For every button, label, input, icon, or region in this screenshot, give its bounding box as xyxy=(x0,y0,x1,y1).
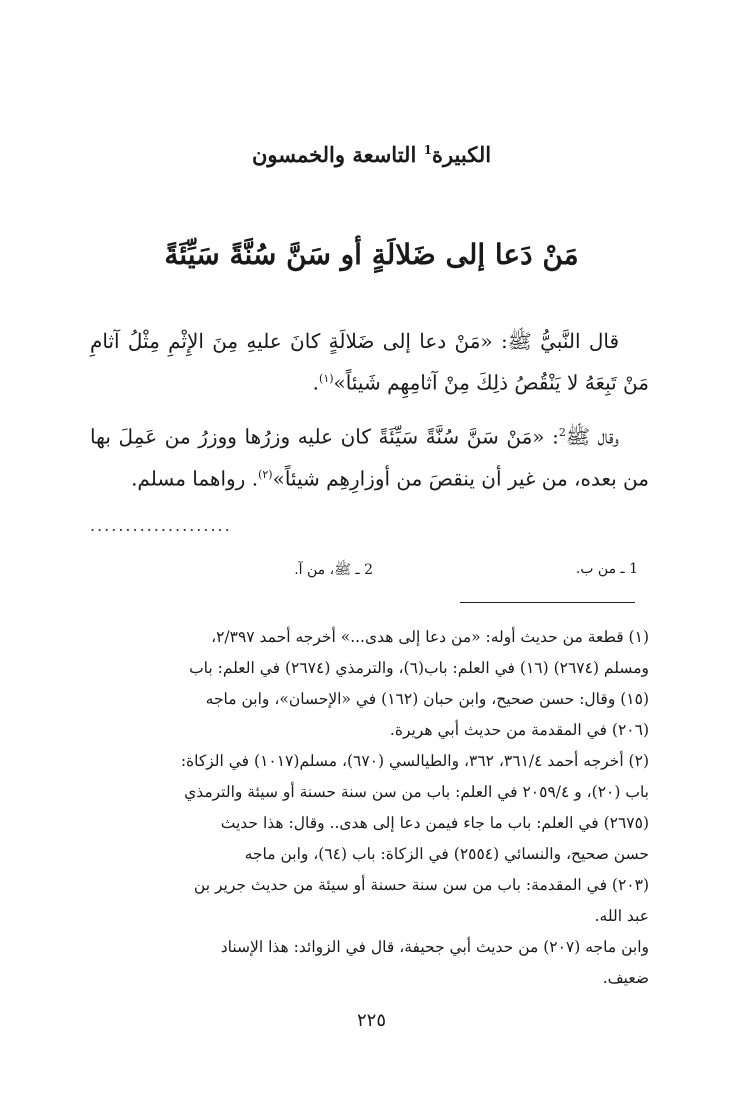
footnote-ref-2: (٢) xyxy=(258,467,273,481)
footnote-line: (٢٠٣) في المقدمة: باب من سن سنة حسنة أو سيئة من حديث جرير بن xyxy=(193,876,649,894)
footnote-line: حسن صحيح، والنسائي (٢٥٥٤) في الزكاة: باب (٦٤)، وابن ماجه xyxy=(244,845,649,863)
hadith-paragraph-1 xyxy=(90,322,649,402)
footnote-line: (٢٠٦) في المقدمة من حديث أبي هريرة. xyxy=(389,721,649,739)
footnote-line: وابن ماجه (٢٠٧) من حديث أبي جحيفة، قال في الزوائد: هذا الإسناد xyxy=(220,938,649,956)
paragraph-2-end: . رواهما مسلم. xyxy=(131,466,259,491)
footnote-2 xyxy=(108,746,649,994)
footnote-line: (٢) أخرجه أحمد ٣٦١/٤، ٣٦٢، والطيالسي (٦٧٠)، مسلم(١٠١٧) في الزكاة: xyxy=(180,752,649,770)
footnote-divider xyxy=(460,602,635,603)
textual-note-ref-2: 2 xyxy=(558,426,566,439)
footnote-1 xyxy=(108,622,649,746)
paragraph-1-line-2: مَنْ تَبِعَهُ لا يَنْقُصُ ذلِكَ مِنْ آثامِهِم شَيئاً» xyxy=(333,370,649,395)
footnote-line: ضعيف. xyxy=(602,969,649,987)
footnote-line: (١٥) وقال: حسن صحيح، وابن حبان (١٦٢) في «الإحسان»، وابن ماجه xyxy=(205,690,649,708)
footnote-line: عبد الله. xyxy=(594,907,649,925)
separator-dots: .................... xyxy=(90,516,232,535)
paragraph-1-end: . xyxy=(312,370,320,395)
footnote-ref-1: (١) xyxy=(319,372,334,385)
footnote-line: (٢٦٧٥) في العلم: باب ما جاء فيمن دعا إلى هدى.. وقال: هذا حديث xyxy=(220,814,649,832)
chapter-title-word: الكبيرة xyxy=(431,142,492,167)
paragraph-1-line-1: قال النَّبيُّ ﷺ: «مَنْ دعا إلى ضَلالَةٍ كانَ عليهِ مِنَ الإِثْمِ مِثْلُ آثامِ xyxy=(90,329,619,353)
paragraph-2-start: وقال ﷺ xyxy=(565,424,619,449)
chapter-title-ordinal: التاسعة والخمسون xyxy=(251,142,424,167)
page-number: ٢٢٥ xyxy=(356,1010,386,1031)
footnote-line: ومسلم (٢٦٧٤) (١٦) في العلم: باب(٦)، والترمذي (٢٦٧٤) في العلم: باب xyxy=(189,659,649,677)
paragraph-2-line-1: : «مَنْ سَنَّ سُنَّةً سَيِّئَةً كان عليه وزرُها ووزرُ من عَمِلَ بها xyxy=(90,424,559,449)
footnote-line: (١) قطعة من حديث أوله: «من دعا إلى هدى...» أخرجه أحمد ٢/٣٩٧، xyxy=(211,628,649,646)
hadith-paragraph-2 xyxy=(90,414,649,497)
textual-note-2: 2 ـ ﷺ، من آ. xyxy=(294,562,373,578)
textual-note-1: 1 ـ من ب. xyxy=(575,561,638,577)
section-subtitle: مَنْ دَعا إلى ضَلالَةٍ أو سَنَّ سُنَّةً سَيِّئَةً xyxy=(164,238,579,271)
chapter-title-note-marker: 1 xyxy=(423,143,432,157)
chapter-title xyxy=(0,142,743,167)
paragraph-2-line-2: من بعده، من غير أن ينقصَ من أوزارِهِم شيئاً» xyxy=(272,466,649,491)
footnote-line: باب (٢٠)، و ٢٠٥٩/٤ في العلم: باب من سن سنة حسنة أو سيئة والترمذي xyxy=(184,783,649,801)
